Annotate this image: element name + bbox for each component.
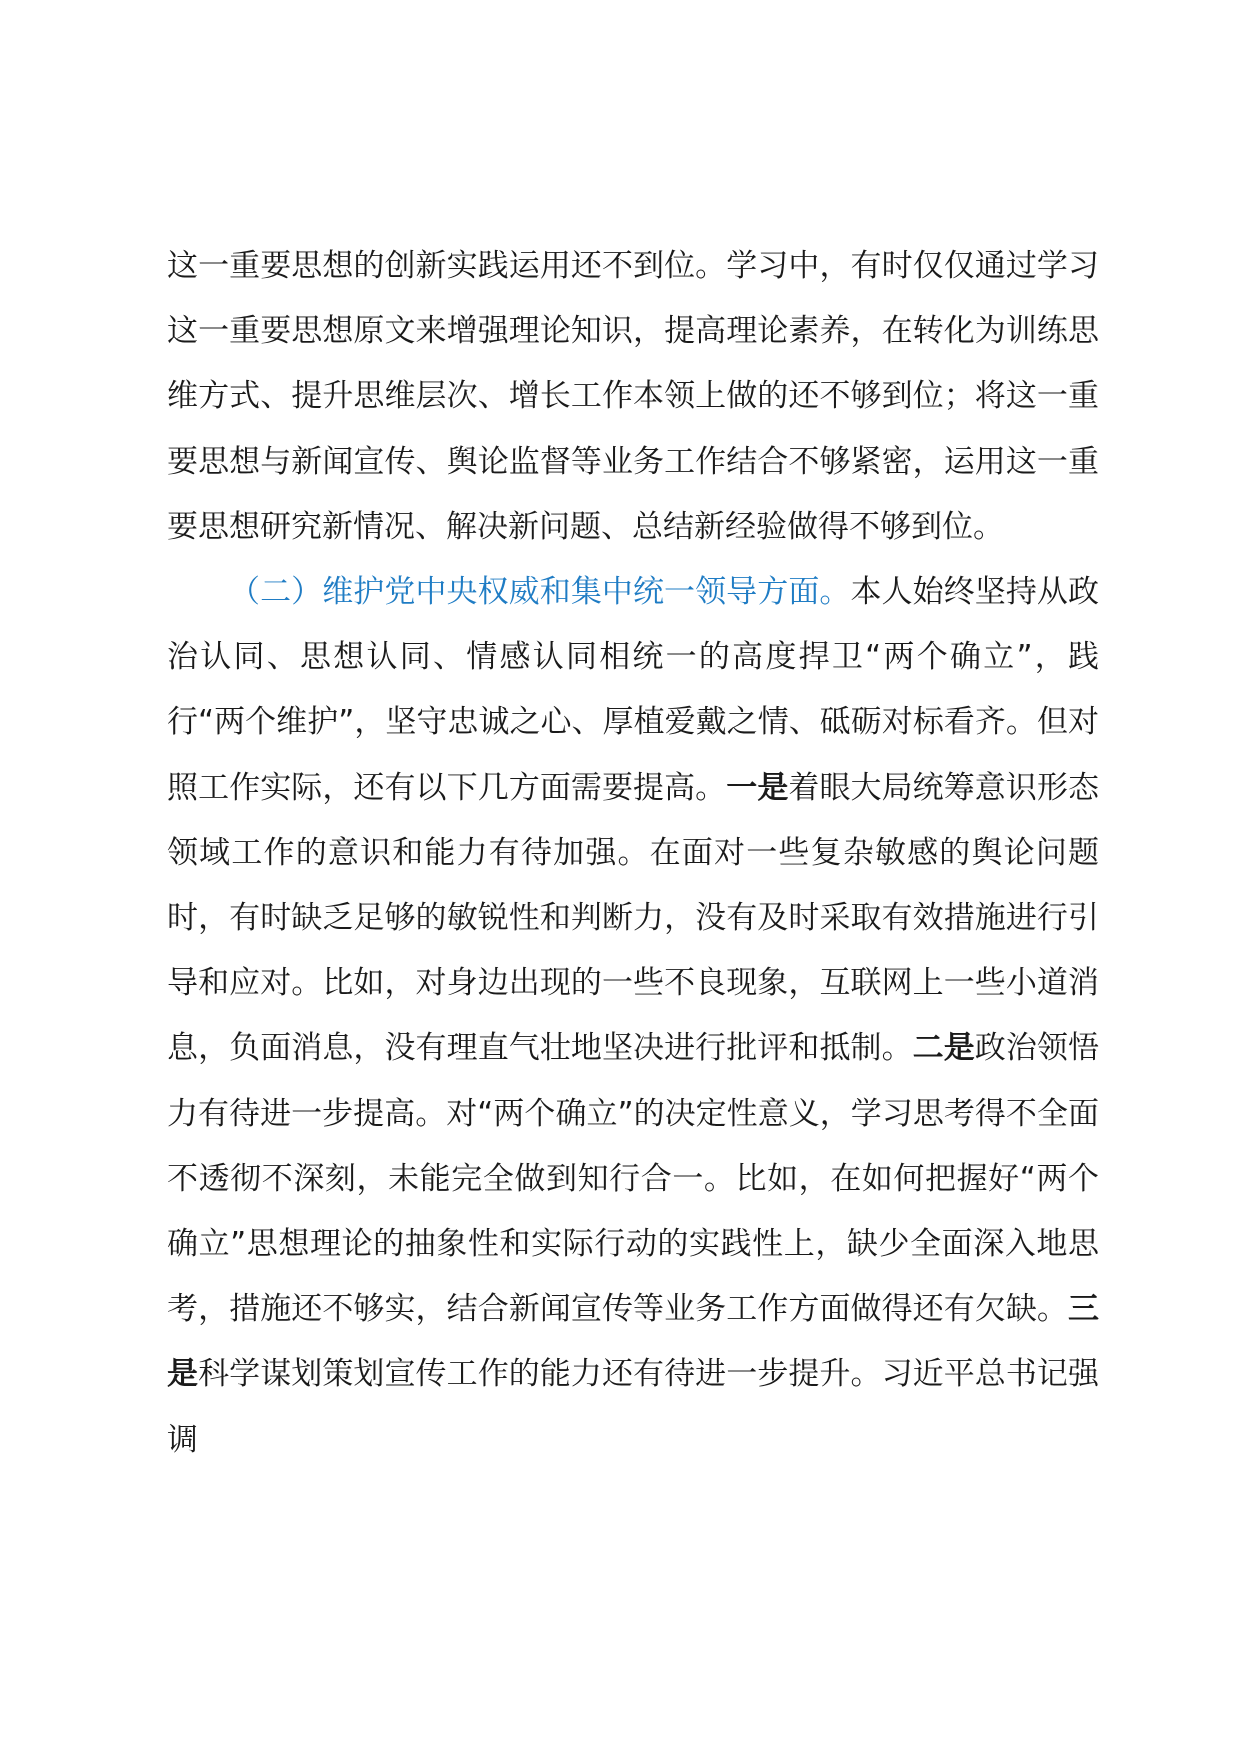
point-3-text: 科学谋划策划宣传工作的能力还有待进一步提升。习近平总书记强调 [167, 1356, 1100, 1458]
point-1-text: 着眼大局统筹意识形态领域工作的意识和能力有待加强。在面对一些复杂敏感的舆论问题时，有时缺乏足够的敏锐性和判断力，没有及时采取有效措施进行引导和应对。比如，对身边出现的一些不良现象，互联网上一些小道消息，负面消息，没有理直气壮地坚决进行批评和抵制。 [167, 769, 1100, 1067]
section-two-heading: （二）维护党中央权威和集中统一领导方面。 [229, 574, 851, 611]
document-body [167, 234, 1099, 1473]
point-1-label: 一是 [726, 769, 789, 806]
point-2-text: 政治领悟力有待进一步提高。对“两个确立”的决定性意义，学习思考得不全面不透彻不深刻，未能完全做到知行合一。比如，在如何把握好“两个确立”思想理论的抽象性和实际行动的实践性上，缺少全面深入地思考，措施还不够实，结合新闻宣传等业务工作方面做得还有欠缺。 [167, 1030, 1100, 1328]
point-2-label: 二是 [912, 1030, 975, 1067]
paragraph-continued [167, 234, 1099, 560]
paragraph-1-text: 这一重要思想的创新实践运用还不到位。学习中，有时仅仅通过学习这一重要思想原文来增强理论知识，提高理论素养，在转化为训练思维方式、提升思维层次、增长工作本领上做的还不够到位；将这一重要思想与新闻宣传、舆论监督等业务工作结合不够紧密，运用这一重要思想研究新情况、解决新问题、总结新经验做得不够到位。 [167, 248, 1099, 545]
section-two-intro: 本人始终坚持从政治认同、思想认同、情感认同相统一的高度捍卫“两个确立”，践行“两个维护”，坚守忠诚之心、厚植爱戴之情、砥砺对标看齐。但对照工作实际，还有以下几方面需要提高。 [167, 574, 1100, 806]
paragraph-section-two [167, 560, 1099, 1473]
point-3-label: 三是 [167, 1291, 1099, 1393]
